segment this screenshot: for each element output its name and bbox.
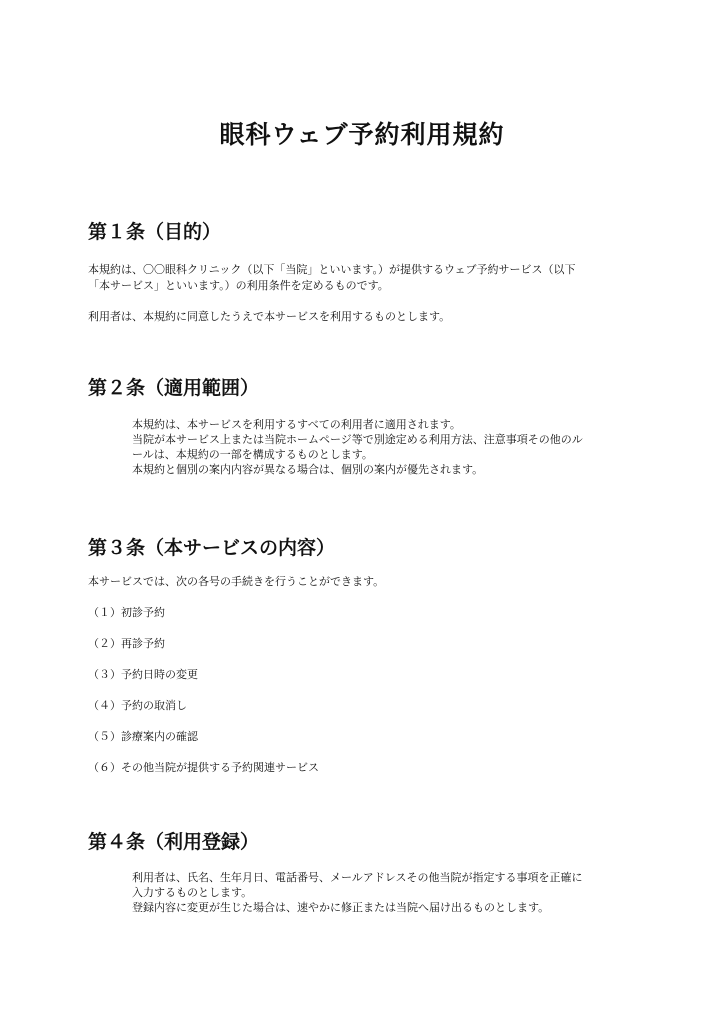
article-3-list-item: （６）その他当院が提供する予約関連サービス bbox=[88, 761, 319, 774]
article-1-paragraph-1 bbox=[88, 262, 648, 294]
article-3-list-item: （２）再診予約 bbox=[88, 637, 165, 650]
article-2-line-2: 当院が本サービス上または当院ホームページ等で別途定める利用方法、注意事項その他のル bbox=[132, 433, 583, 446]
article-1-heading: 第１条（目的） bbox=[88, 221, 222, 243]
article-2-line-1: 本規約は、本サービスを利用するすべての利用者に適用されます。 bbox=[132, 418, 461, 431]
article-3-list-item: （１）初診予約 bbox=[88, 606, 165, 619]
article-3-list-item: （３）予約日時の変更 bbox=[88, 668, 198, 681]
article-3-list-item: （４）予約の取消し bbox=[88, 699, 187, 712]
document-title: 眼科ウェブ予約利用規約 bbox=[219, 120, 505, 149]
article-2-line-3: ールは、本規約の一部を構成するものとします。 bbox=[132, 448, 373, 461]
article-1-paragraph-2: 利用者は、本規約に同意したうえで本サービスを利用するものとします。 bbox=[88, 310, 451, 323]
article-2-body bbox=[132, 417, 652, 477]
article-2-line-4: 本規約と個別の案内内容が異なる場合は、個別の案内が優先されます。 bbox=[132, 463, 484, 476]
article-4-line-2: 入力するものとします。 bbox=[132, 886, 253, 899]
article-4-line-3: 登録内容に変更が生じた場合は、速やかに修正または当院へ届け出るものとします。 bbox=[132, 901, 550, 914]
article-1-paragraph-1-line-1: 本規約は、〇〇眼科クリニック（以下「当院」といいます。）が提供するウェブ予約サービス（以下 bbox=[88, 263, 576, 276]
article-4-body bbox=[132, 870, 652, 915]
article-1-paragraph-1-line-2: 「本サービス」といいます。）の利用条件を定めるものです。 bbox=[88, 279, 389, 292]
article-3-heading: 第３条（本サービスの内容） bbox=[88, 537, 336, 559]
article-3-intro: 本サービスでは、次の各号の手続きを行うことができます。 bbox=[88, 575, 385, 588]
article-4-heading: 第４条（利用登録） bbox=[88, 831, 260, 853]
article-4-line-1: 利用者は、氏名、生年月日、電話番号、メールアドレスその他当院が指定する事項を正確に bbox=[132, 871, 583, 884]
article-3-list-item: （５）診療案内の確認 bbox=[88, 730, 198, 743]
article-2-heading: 第２条（適用範囲） bbox=[88, 377, 260, 399]
